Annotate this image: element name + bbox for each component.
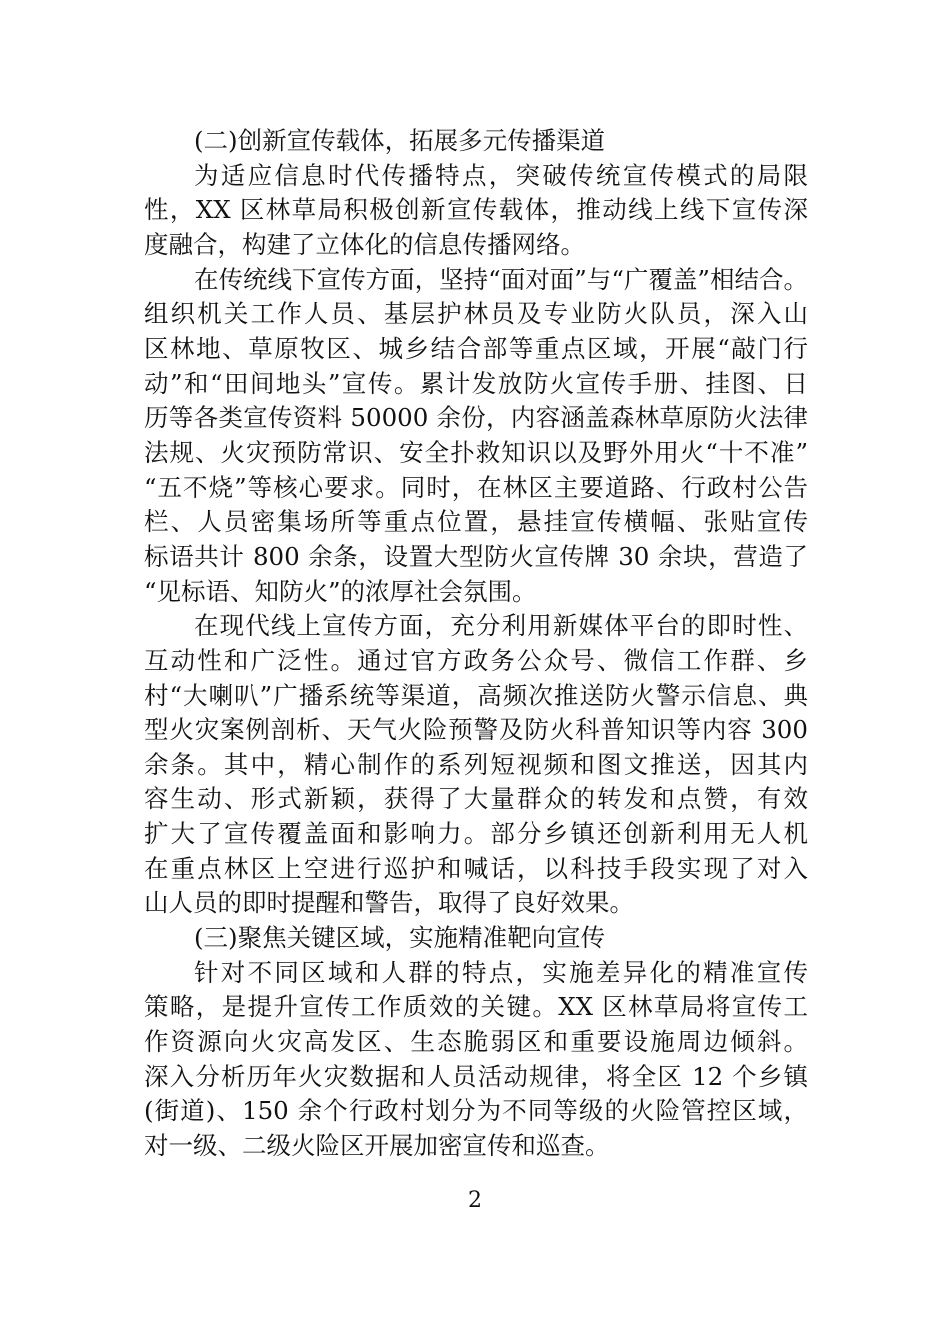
text-line: (二)创新宣传载体，拓展多元传播渠道 [194,126,606,155]
text-line: 余条。其中，精心制作的系列短视频和图文推送，因其内 [144,749,808,779]
text-line: 栏、人员密集场所等重点位置，悬挂宣传横幅、张贴宣传 [144,507,808,537]
text-line: 为适应信息时代传播特点，突破传统宣传模式的局限 [194,160,808,190]
paragraph [144,263,808,610]
text-line: 针对不同区域和人群的特点，实施差异化的精准宣传 [194,957,808,987]
text-line: 性，XX 区林草局积极创新宣传载体，推动线上线下宣传深 [144,195,808,225]
text-line: 历等各类宣传资料 50000 余份，内容涵盖森林草原防火法律 [144,403,808,433]
paragraph [144,956,808,1164]
text-line: 对一级、二级火险区开展加密宣传和巡查。 [144,1131,610,1161]
text-line: 法规、火灾预防常识、安全扑救知识以及野外用火“十不准” [144,437,808,467]
text-line: 策略，是提升宣传工作质效的关键。XX 区林草局将宣传工 [144,992,808,1022]
section-heading [144,921,808,956]
text-line: 山人员的即时提醒和警告，取得了良好效果。 [144,888,634,918]
paragraph [144,609,808,921]
text-line: “见标语、知防火”的浓厚社会氛围。 [144,576,537,606]
text-line: 在现代线上宣传方面，充分利用新媒体平台的即时性、 [194,611,808,641]
section-heading [144,124,808,159]
text-line: 互动性和广泛性。通过官方政务公众号、微信工作群、乡 [144,645,808,675]
text-line: (三)聚焦关键区域，实施精准靶向宣传 [194,923,606,953]
text-line: 村“大喇叭”广播系统等渠道，高频次推送防火警示信息、典 [144,680,808,710]
text-line: 作资源向火灾高发区、生态脆弱区和重要设施周边倾斜。 [144,1027,808,1057]
text-line: 深入分析历年火灾数据和人员活动规律，将全区 12 个乡镇 [144,1061,808,1091]
text-line: 动”和“田间地头”宣传。累计发放防火宣传手册、挂图、日 [144,368,808,398]
text-line: 组织机关工作人员、基层护林员及专业防火队员，深入山 [144,299,808,329]
text-line: 型火灾案例剖析、天气火险预警及防火科普知识等内容 300 [144,715,808,745]
text-line: “五不烧”等核心要求。同时，在林区主要道路、行政村公告 [144,472,808,502]
text-line: 扩大了宣传覆盖面和影响力。部分乡镇还创新利用无人机 [144,819,808,849]
text-line: 容生动、形式新颖，获得了大量群众的转发和点赞，有效 [144,784,808,814]
text-line: 标语共计 800 余条，设置大型防火宣传牌 30 余块，营造了 [144,541,808,571]
page-number: 2 [468,1188,482,1213]
paragraph [144,159,808,263]
text-line: 区林地、草原牧区、城乡结合部等重点区域，开展“敲门行 [144,333,808,363]
document-body [144,124,808,1164]
text-line: 在传统线下宣传方面，坚持“面对面”与“广覆盖”相结合。 [194,264,808,294]
text-line: (街道)、150 余个行政村划分为不同等级的火险管控区域， [144,1096,808,1126]
text-line: 在重点林区上空进行巡护和喊话，以科技手段实现了对入 [144,853,808,883]
text-line: 度融合，构建了立体化的信息传播网络。 [144,229,585,259]
